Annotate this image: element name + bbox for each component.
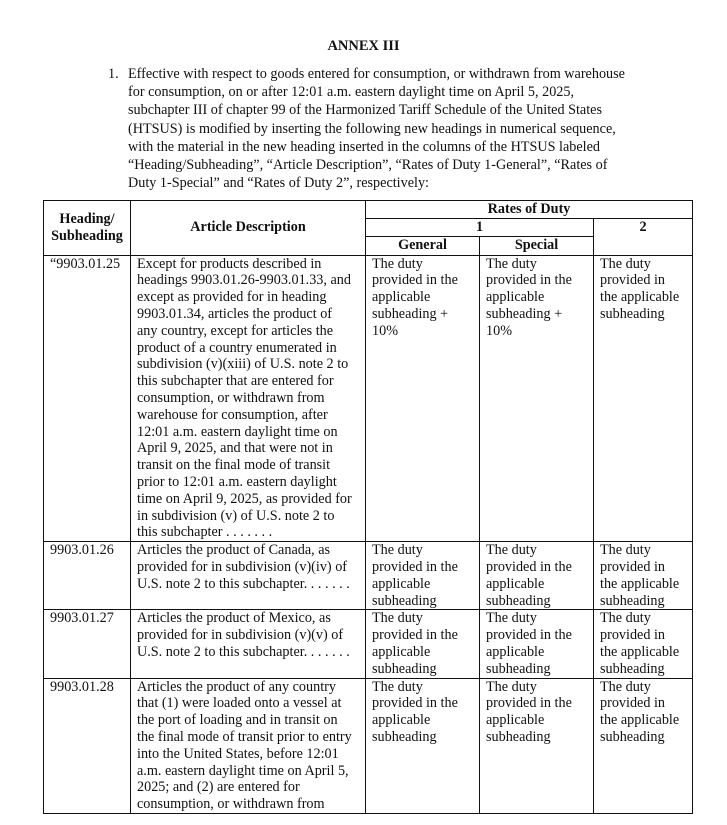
- table-row: [44, 610, 693, 678]
- row-heading: 9903.01.27: [44, 610, 131, 678]
- row-heading: 9903.01.26: [44, 542, 131, 610]
- row-column-2-rate: The duty provided in the applicable subheading: [594, 610, 693, 678]
- intro-number: 1.: [108, 66, 119, 82]
- row-column-2-rate: The duty provided in the applicable subheading: [594, 255, 693, 542]
- annex-title: ANNEX III: [327, 38, 400, 54]
- tariff-table: [43, 200, 693, 814]
- table-row: [44, 542, 693, 610]
- row-general-rate: The duty provided in the applicable subheading: [366, 610, 480, 678]
- row-column-2-rate: The duty provided in the applicable subheading: [594, 542, 693, 610]
- row-general-rate: The duty provided in the applicable subheading + 10%: [366, 255, 480, 542]
- header-column-2: 2: [594, 218, 693, 255]
- header-article-description: Article Description: [131, 201, 366, 256]
- intro-paragraph: [108, 65, 648, 192]
- row-description: Articles the product of Mexico, as provided for in subdivision (v)(v) of U.S. note 2 to this subchapter. . . . . . .: [131, 610, 366, 678]
- row-general-rate: The duty provided in the applicable subheading: [366, 542, 480, 610]
- header-rates-of-duty: Rates of Duty: [366, 201, 693, 219]
- header-heading-subheading: Heading/ Subheading: [44, 201, 131, 256]
- row-description: Articles the product of Canada, as provided for in subdivision (v)(iv) of U.S. note 2 to this subchapter. . . . . . .: [131, 542, 366, 610]
- header-general: General: [366, 236, 480, 255]
- intro-text: Effective with respect to goods entered for consumption, or withdrawn from warehouse for consumption, on or after 12:01 a.m. eastern daylight time on April 5, 2025, subchapter III of chapter 99 of the Harmonized Tariff Schedule of the United States (HTSUS) is modified by inserting the following new headings in numerical sequence, with the material in the new heading inserted in the columns of the HTSUS labeled “Heading/Subheading”, “Article Description”, “Rates of Duty 1-General”, “Rates of Duty 1-Special” and “Rates of Duty 2”, respectively:: [128, 66, 625, 192]
- row-column-2-rate: The duty provided in the applicable subheading: [594, 678, 693, 813]
- row-description: Except for products described in headings 9903.01.26-9903.01.33, and except as provided for in heading 9903.01.34, articles the product of any country, except for articles the product of a country enumerated in subdivision (v)(xiii) of U.S. note 2 to this subchapter that are entered for consumption, or withdrawn from warehouse for consumption, after 12:01 a.m. eastern daylight time on April 9, 2025, and that were not in transit on the final mode of transit prior to 12:01 a.m. eastern daylight time on April 9, 2025, as provided for in subdivision (v) of U.S. note 2 to this subchapter . . . . . . .: [131, 255, 366, 542]
- header-column-1: 1: [366, 218, 594, 236]
- row-heading: “9903.01.25: [44, 255, 131, 542]
- row-special-rate: The duty provided in the applicable subheading: [480, 678, 594, 813]
- table-row: [44, 255, 693, 542]
- row-heading: 9903.01.28: [44, 678, 131, 813]
- row-special-rate: The duty provided in the applicable subheading: [480, 542, 594, 610]
- row-special-rate: The duty provided in the applicable subheading: [480, 610, 594, 678]
- row-description: Articles the product of any country that (1) were loaded onto a vessel at the port of loading and in transit on the final mode of transit prior to entry into the United States, before 12:01 a.m. eastern daylight time on April 5, 2025; and (2) are entered for consumption, or withdrawn from: [131, 678, 366, 813]
- row-general-rate: The duty provided in the applicable subheading: [366, 678, 480, 813]
- table-row: [44, 678, 693, 813]
- header-special: Special: [480, 236, 594, 255]
- row-special-rate: The duty provided in the applicable subheading + 10%: [480, 255, 594, 542]
